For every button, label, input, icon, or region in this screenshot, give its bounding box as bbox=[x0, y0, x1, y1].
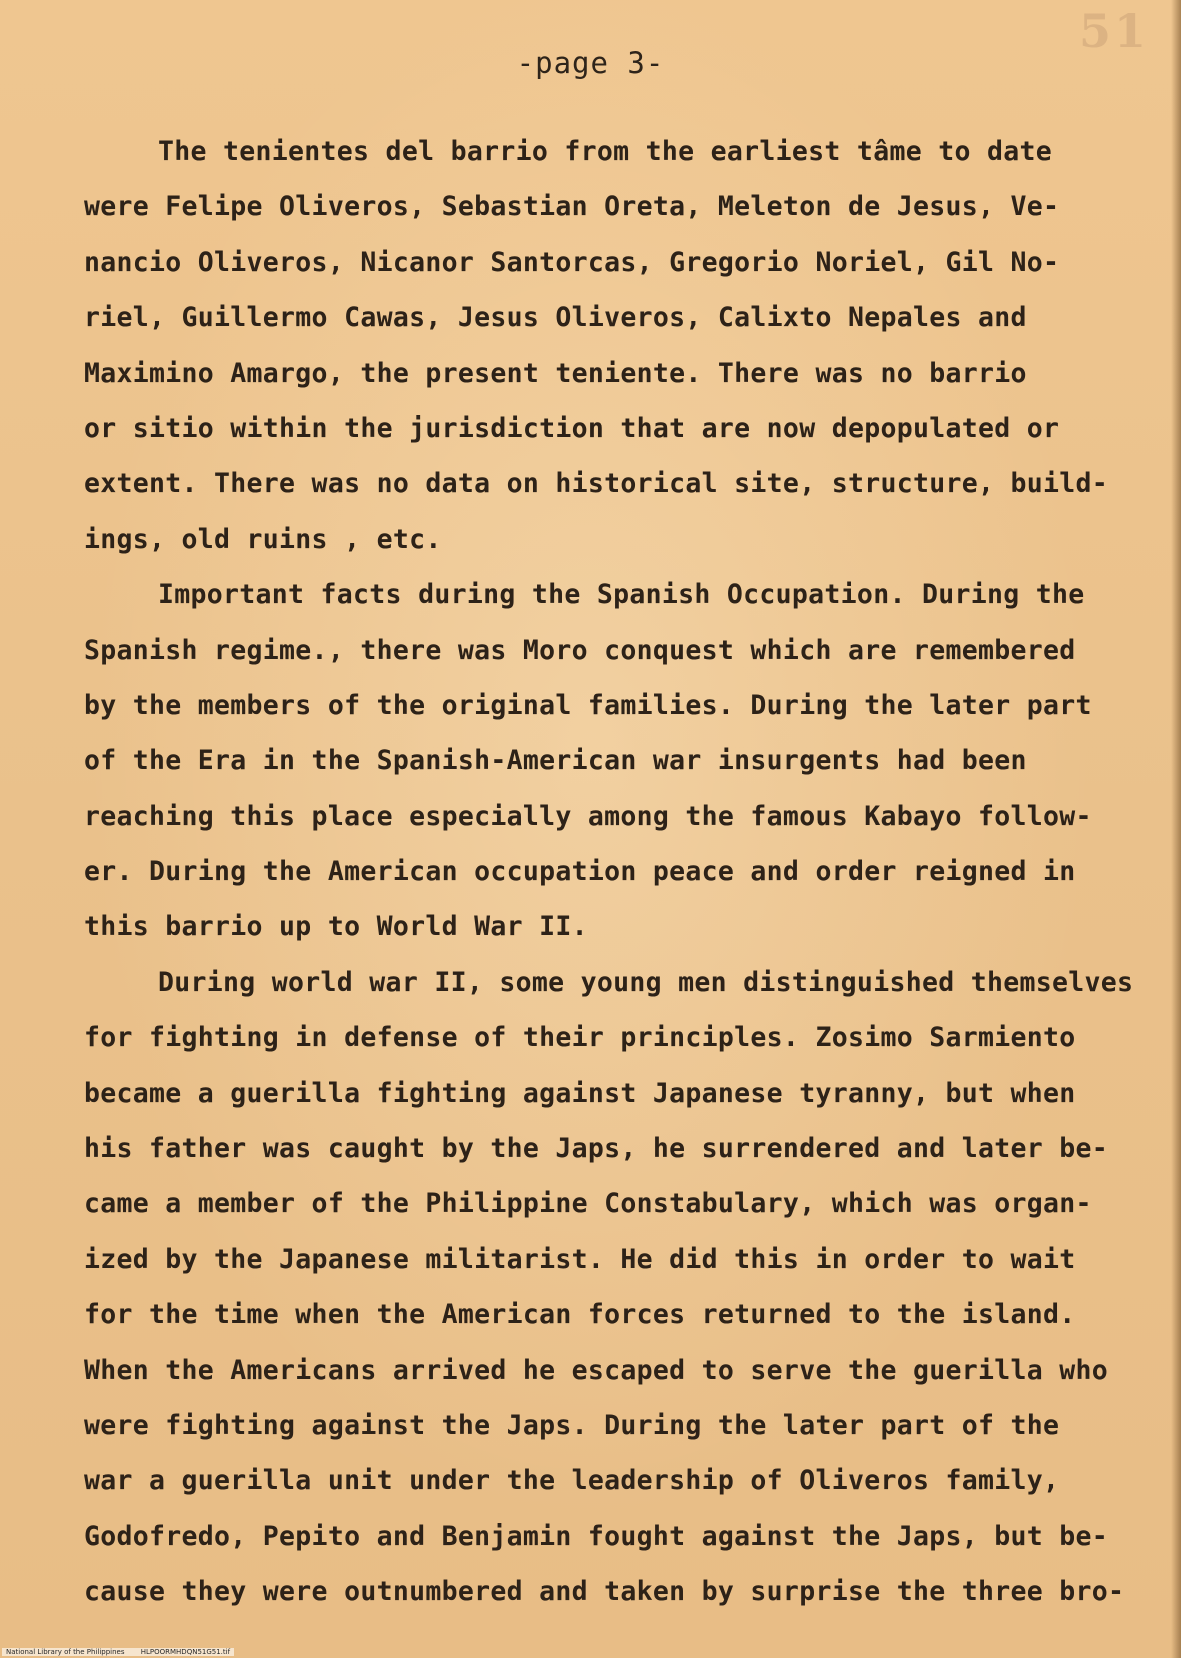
text-line: by the members of the original families. During the later part bbox=[84, 689, 1092, 721]
text-line: ings, old ruins , etc. bbox=[84, 523, 442, 555]
text-line: ized by the Japanese militarist. He did this in order to wait bbox=[84, 1243, 1076, 1275]
page-header: -page 3- bbox=[516, 46, 665, 80]
text-line: cause they were outnumbered and taken by surprise the three bro- bbox=[84, 1576, 1125, 1608]
text-line: of the Era in the Spanish-American war insurgents had been bbox=[84, 745, 1027, 777]
text-line: became a guerilla fighting against Japanese tyranny, but when bbox=[84, 1077, 1076, 1109]
page-number-stamp: 51 bbox=[1078, 4, 1149, 58]
text-line: for the time when the American forces returned to the island. bbox=[84, 1299, 1076, 1331]
text-line: riel, Guillermo Cawas, Jesus Oliveros, Calixto Nepales and bbox=[84, 302, 1027, 334]
text-line: extent. There was no data on historical site, structure, build- bbox=[84, 468, 1109, 500]
text-line: his father was caught by the Japs, he surrendered and later be- bbox=[84, 1133, 1109, 1165]
text-line: for fighting in defense of their principles. Zosimo Sarmiento bbox=[84, 1022, 1076, 1054]
text-line: Important facts during the Spanish Occupation. During the bbox=[158, 579, 1085, 611]
footer-file: HLPOORMHDQN51G51.tif bbox=[140, 1648, 231, 1656]
text-line: were fighting against the Japs. During the later part of the bbox=[84, 1409, 1060, 1441]
text-line: Godofredo, Pepito and Benjamin fought against the Japs, but be- bbox=[84, 1520, 1109, 1552]
text-line: were Felipe Oliveros, Sebastian Oreta, Meleton de Jesus, Ve- bbox=[84, 191, 1060, 223]
scan-footer bbox=[2, 1648, 234, 1656]
text-line: war a guerilla unit under the leadership of Oliveros family, bbox=[84, 1465, 1060, 1497]
text-line: came a member of the Philippine Constabulary, which was organ- bbox=[84, 1188, 1092, 1220]
typed-body-text bbox=[84, 124, 1144, 1620]
footer-library: National Library of the Philippines bbox=[6, 1648, 125, 1656]
text-line: Spanish regime., there was Moro conquest which are remembered bbox=[84, 634, 1076, 666]
text-line: er. During the American occupation peace and order reigned in bbox=[84, 856, 1076, 888]
page-edge-shadow bbox=[1171, 0, 1181, 1658]
text-line: When the Americans arrived he escaped to serve the guerilla who bbox=[84, 1354, 1109, 1386]
text-line: The tenientes del barrio from the earliest tâme to date bbox=[158, 136, 1052, 167]
text-line: Maximino Amargo, the present teniente. There was no barrio bbox=[84, 357, 1027, 389]
text-line: this barrio up to World War II. bbox=[84, 911, 588, 943]
text-line: or sitio within the jurisdiction that are now depopulated or bbox=[84, 412, 1060, 444]
text-line: nancio Oliveros, Nicanor Santorcas, Gregorio Noriel, Gil No- bbox=[84, 246, 1060, 278]
text-line: reaching this place especially among the famous Kabayo follow- bbox=[84, 800, 1092, 832]
text-line: During world war II, some young men distinguished themselves bbox=[158, 966, 1134, 998]
